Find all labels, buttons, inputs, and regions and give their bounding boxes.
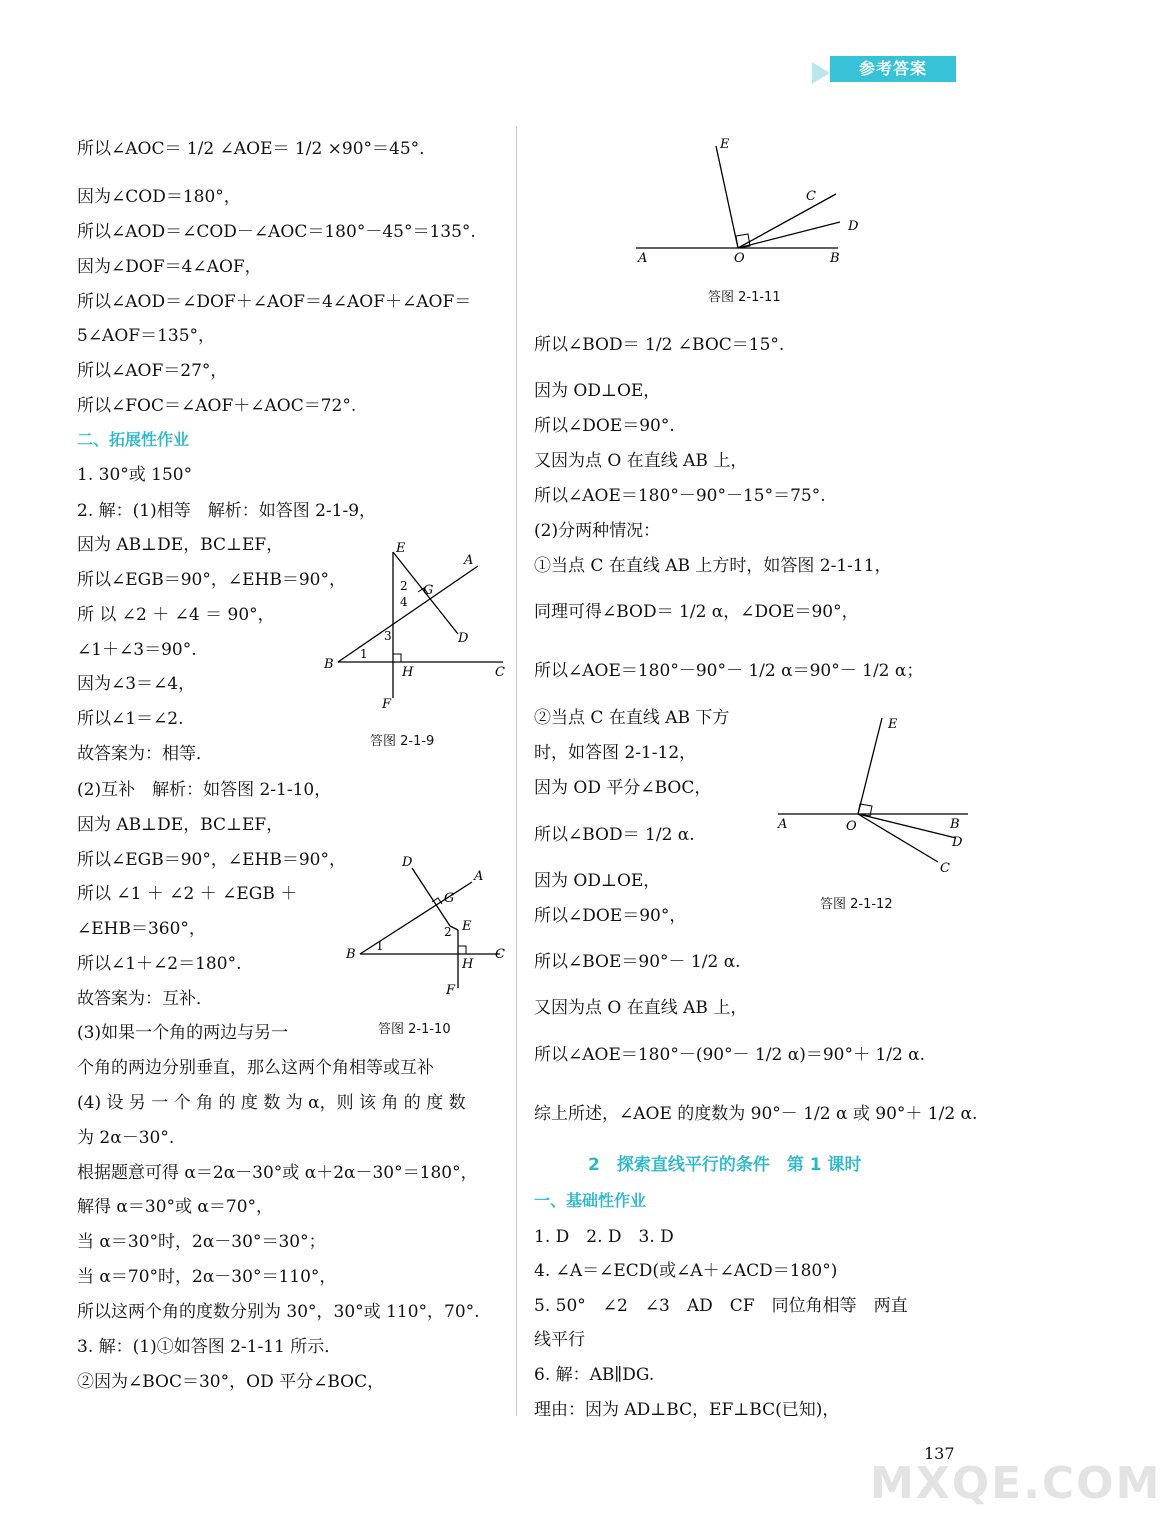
label-B: B (950, 817, 960, 832)
caption-2-1-9: 答图 2-1-9 (370, 734, 435, 749)
text-line: 所以这两个角的度数分别为 30°，30°或 110°，70°. (77, 1302, 480, 1322)
text-line: (4) 设 另 一 个 角 的 度 数 为 α，则 该 角 的 度 数 (77, 1093, 466, 1113)
text-line: 因为∠COD＝180°， (77, 187, 241, 207)
caption-2-1-11: 答图 2-1-11 (708, 290, 781, 305)
label-G: G (423, 583, 434, 598)
text-line: 解得 α＝30°或 α＝70°， (77, 1197, 274, 1217)
text-line: 所以∠BOD＝ 1/2 ∠BOC＝15°. (534, 335, 785, 355)
label-B: B (346, 947, 356, 962)
text-line: 时，如答图 2-1-12， (534, 743, 697, 763)
text-line: 所以 ∠1 ＋ ∠2 ＋ ∠EGB ＋ (77, 884, 298, 904)
text-line: 1. 30°或 150° (77, 465, 193, 485)
caption-2-1-10: 答图 2-1-10 (378, 1022, 451, 1037)
text-line: 因为∠DOF＝4∠AOF， (77, 257, 262, 277)
label-H: H (462, 957, 474, 972)
label-B: B (830, 251, 840, 266)
label-D: D (458, 631, 469, 646)
text-line: 所以∠AOD＝∠DOF＋∠AOF＝4∠AOF＋∠AOF＝ (77, 292, 472, 312)
text-line: (2)分两种情况： (534, 521, 661, 541)
text-line: 因为 AB⊥DE，BC⊥EF， (77, 815, 284, 835)
text-line: 所以∠DOE＝90°， (534, 906, 687, 926)
text-line: 根据题意可得 α＝2α－30°或 α＋2α－30°＝180°， (77, 1163, 478, 1183)
text-line: 所以∠1＋∠2＝180°. (77, 954, 242, 974)
figure-2-1-10 (340, 850, 515, 1000)
text-line: 所以∠EGB＝90°，∠EHB＝90°， (77, 850, 346, 870)
text-line: 所以∠BOD＝ 1/2 α. (534, 825, 695, 845)
text-line: 综上所述，∠AOE 的度数为 90°－ 1/2 α 或 90°＋ 1/2 α. (534, 1104, 978, 1124)
text-line: 理由：因为 AD⊥BC，EF⊥BC(已知)， (534, 1400, 840, 1420)
label-A: A (474, 869, 484, 884)
label-F: F (382, 697, 392, 712)
angle-4: 4 (400, 595, 408, 609)
text-line: 5∠AOF＝135°， (77, 326, 216, 346)
angle-3: 3 (384, 629, 392, 643)
label-A: A (778, 817, 788, 832)
caption-2-1-12: 答图 2-1-12 (820, 897, 893, 912)
figure-2-1-9 (318, 538, 513, 753)
label-E: E (396, 541, 406, 556)
label-C: C (495, 947, 505, 962)
text-line: 所以∠AOD＝∠COD－∠AOC＝180°－45°＝135°. (77, 222, 476, 242)
text-line: 所以∠AOE＝180°－(90°－ 1/2 α)＝90°＋ 1/2 α. (534, 1045, 926, 1065)
section-heading: 一、基础性作业 (534, 1191, 647, 1210)
angle-2: 2 (444, 925, 452, 939)
watermark: MXQE.COM (870, 1458, 1161, 1509)
text-line: 线平行 (534, 1330, 585, 1350)
text-line: 为 2α－30°. (77, 1128, 175, 1148)
lesson-title: 2 探索直线平行的条件 第 1 课时 (588, 1155, 862, 1175)
text-line: ②因为∠BOC＝30°，OD 平分∠BOC， (77, 1372, 385, 1392)
text-line: 4. ∠A＝∠ECD(或∠A＋∠ACD＝180°) (534, 1261, 838, 1281)
header-arrow-decoration (812, 62, 830, 84)
label-C: C (495, 665, 505, 680)
text-line: ∠EHB＝360°， (77, 919, 206, 939)
text-line: 所以∠BOE＝90°－ 1/2 α. (534, 952, 741, 972)
label-D: D (848, 219, 859, 234)
text-line: (2)互补 解析：如答图 2-1-10， (77, 780, 332, 800)
text-line: 所 以 ∠2 ＋ ∠4 ＝ 90°， (77, 605, 275, 625)
text-line: 所以∠AOF＝27°， (77, 361, 228, 381)
label-D: D (952, 835, 963, 850)
label-E: E (888, 717, 898, 732)
figure-2-1-11 (630, 132, 859, 267)
text-line: 故答案为：互补． (77, 989, 213, 1009)
label-H: H (402, 665, 414, 680)
text-line: ∠1＋∠3＝90°. (77, 640, 197, 660)
text-line: 所以∠FOC＝∠AOF＋∠AOC＝72°. (77, 396, 357, 416)
text-line: 又因为点 O 在直线 AB 上， (534, 451, 748, 471)
label-D: D (402, 855, 413, 870)
answer-header (808, 54, 958, 84)
text-line: (3)如果一个角的两边与另一 (77, 1023, 289, 1043)
figure-2-1-12 (772, 712, 977, 882)
text-line: 所以∠AOC＝ 1/2 ∠AOE＝ 1/2 ×90°＝45°. (77, 139, 425, 159)
column-divider (516, 126, 517, 1416)
label-C: C (806, 189, 816, 204)
text-line: 2. 解：(1)相等 解析：如答图 2-1-9， (77, 501, 377, 521)
text-line: 因为 OD 平分∠BOC， (534, 778, 712, 798)
text-line: 所以∠DOE＝90°. (534, 416, 675, 436)
page-number: 137 (924, 1444, 955, 1463)
angle-2: 2 (400, 579, 408, 593)
text-line: 故答案为：相等． (77, 744, 213, 764)
text-line: 因为 AB⊥DE，BC⊥EF， (77, 535, 284, 555)
label-C: C (940, 861, 950, 876)
label-G: G (444, 891, 455, 906)
label-O: O (734, 251, 745, 266)
text-line: 3. 解：(1)①如答图 2-1-11 所示． (77, 1337, 342, 1357)
text-line: 5. 50° ∠2 ∠3 AD CF 同位角相等 两直 (534, 1296, 908, 1316)
text-line: 6. 解：AB∥DG. (534, 1365, 655, 1385)
text-line: 因为 OD⊥OE， (534, 871, 661, 891)
text-line: 1. D 2. D 3. D (534, 1227, 674, 1247)
text-line: 所以∠AOE＝180°－90°－15°＝75°. (534, 486, 826, 506)
text-line: 因为∠3＝∠4， (77, 674, 196, 694)
label-E: E (720, 137, 730, 152)
text-line: ②当点 C 在直线 AB 下方 (534, 708, 730, 728)
text-line: 又因为点 O 在直线 AB 上， (534, 998, 748, 1018)
label-O: O (846, 819, 857, 834)
text-line: 个角的两边分别垂直，那么这两个角相等或互补 (77, 1058, 434, 1078)
angle-1: 1 (360, 647, 368, 661)
label-A: A (638, 251, 648, 266)
label-A: A (464, 553, 474, 568)
text-line: ①当点 C 在直线 AB 上方时，如答图 2-1-11， (534, 556, 892, 576)
text-line: 当 α＝70°时，2α－30°＝110°， (77, 1267, 337, 1287)
text-line: 所以∠1＝∠2. (77, 709, 184, 729)
text-line: 所以∠EGB＝90°，∠EHB＝90°， (77, 570, 346, 590)
section-heading: 二、拓展性作业 (77, 430, 190, 449)
label-E: E (462, 919, 472, 934)
text-line: 当 α＝30°时，2α－30°＝30°； (77, 1232, 326, 1252)
header-label: 参考答案 (858, 59, 927, 78)
text-line: 所以∠AOE＝180°－90°－ 1/2 α＝90°－ 1/2 α； (534, 661, 924, 681)
label-F: F (446, 983, 456, 998)
label-B: B (324, 657, 334, 672)
text-line: 同理可得∠BOD＝ 1/2 α，∠DOE＝90°， (534, 602, 859, 622)
text-line: 因为 OD⊥OE， (534, 381, 661, 401)
angle-1: 1 (376, 939, 384, 953)
